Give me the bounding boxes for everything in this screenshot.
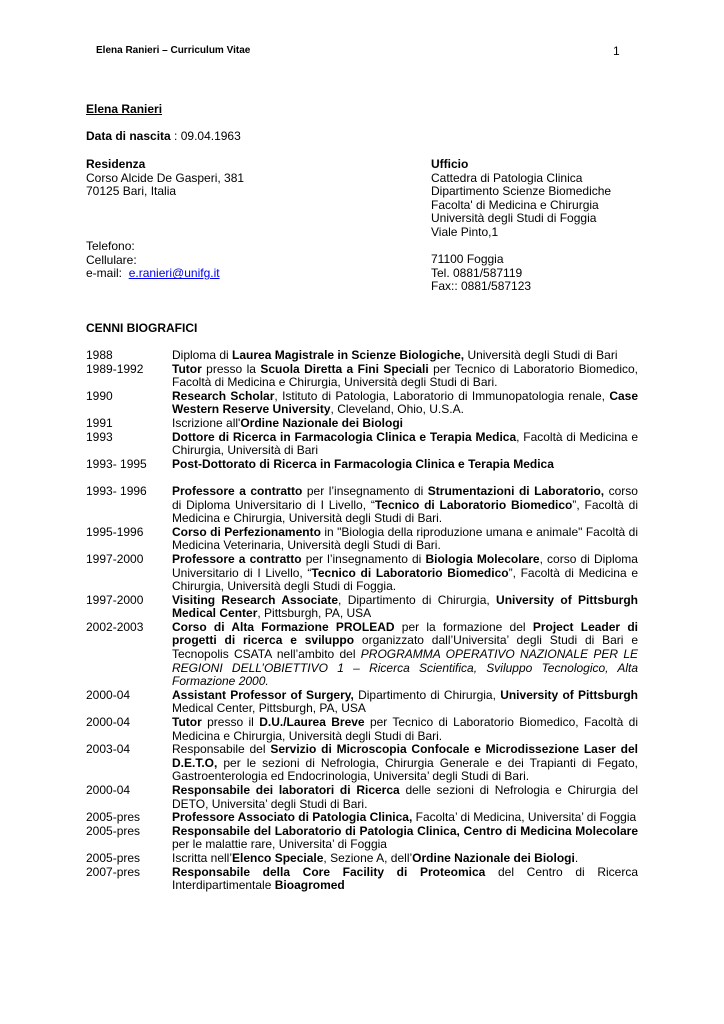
office-line: Tel. 0881/587119 <box>431 265 523 280</box>
residence-block <box>86 158 244 199</box>
plain-text: Università degli Studi di Bari <box>464 348 618 362</box>
contacts-block <box>86 240 220 281</box>
bold-text: Ordine Nazionale dei Biologi <box>412 850 575 865</box>
plain-text: per le malattie rare, Universita’ di Foggia <box>172 837 387 852</box>
event-year: 2000-04 <box>86 715 131 730</box>
event-year: 1991 <box>86 415 113 430</box>
event-year: 1997-2000 <box>86 592 144 607</box>
office-heading: Ufficio <box>431 157 469 171</box>
event-row <box>86 689 638 716</box>
plain-text: , Cleveland, Ohio, U.S.A. <box>330 402 464 417</box>
plain-text: in "Biologia della riproduzione umana e animale" Facoltà di Medicina Veterinaria, Università degli Studi di Bari. <box>172 524 638 553</box>
event-year: 2000-04 <box>86 783 131 797</box>
italic-text: PROGRAMMA OPERATIVO NAZIONALE PER LE REGIONI DELL’OBIETTIVO 1 – Ricerca Scientifica, Sviluppo Tecnologico, Alta Formazione 2000. <box>172 647 638 689</box>
event-row <box>86 852 638 866</box>
event-row <box>86 784 638 811</box>
office-line: Fax:: 0881/587123 <box>431 279 532 294</box>
plain-text: corso di Diploma Universitario di I Livello, “ <box>172 483 638 512</box>
plain-text: Iscrizione all' <box>172 415 241 430</box>
bold-text: Professore Associato di Patologia Clinica, <box>172 810 413 825</box>
email-label: e-mail: <box>86 266 123 281</box>
bold-text: Responsabile dei laboratori di Ricerca <box>172 783 400 797</box>
bold-text: Assistant Professor of Surgery, <box>172 687 354 702</box>
birth-date-line <box>86 130 241 144</box>
event-year: 1997-2000 <box>86 551 144 566</box>
residence-line: Corso Alcide De Gasperi, 381 <box>86 170 245 185</box>
event-year: 2000-04 <box>86 687 131 702</box>
bold-text: Scuola Diretta a Fini Speciali <box>260 361 429 376</box>
event-year: 1995-1996 <box>86 524 144 539</box>
event-row <box>86 363 638 390</box>
bold-text: Bioagromed <box>274 878 345 893</box>
event-year: 2005-pres <box>86 810 141 825</box>
bold-text: Tutor <box>172 361 202 376</box>
bold-text: Tecnico di Laboratorio Biomedico <box>311 565 509 580</box>
bold-text: Corso di Alta Formazione PROLEAD <box>172 619 395 634</box>
birth-date: 09.04.1963 <box>180 129 241 143</box>
event-text <box>172 458 638 472</box>
event-text <box>172 825 638 852</box>
plain-text: del Centro di Ricerca Interdipartimentale <box>172 864 638 893</box>
event-text <box>172 553 638 594</box>
event-text <box>172 594 638 621</box>
bold-text: Case Western Reserve University <box>172 388 638 417</box>
events-list <box>86 349 638 893</box>
header-title: Elena Ranieri – Curriculum Vitae <box>96 45 251 56</box>
plain-text: . <box>574 850 579 865</box>
event-text <box>172 866 638 893</box>
plain-text: per Tecnico di Laboratorio Biomedico, Facoltà di Medicina e Chirurgia, Università degli Studi di Bari. <box>172 361 638 390</box>
bold-text: Project Leader di progetti di ricerca e sviluppo <box>172 619 639 648</box>
office-line: Viale Pinto,1 <box>431 224 499 239</box>
event-year: 2007-pres <box>86 864 141 879</box>
birth-label: Data di nascita <box>86 129 171 143</box>
plain-text: per le sezioni di Nefrologia, Chirurgia Generale e dei Trapianti di Fegato, Gastroenterologia ed Endocrinologia, Universita’ degli Studi di Bari. <box>172 755 638 784</box>
event-row <box>86 621 638 689</box>
plain-text: , Facoltà di Medicina e Chirurgia, Università di Bari <box>172 429 638 458</box>
birth-sep: : <box>170 129 181 143</box>
plain-text: presso la <box>201 361 261 376</box>
plain-text: , Dipartimento di Chirurgia, <box>338 592 497 607</box>
event-row <box>86 417 638 431</box>
plain-text: , Pittsburgh, PA, USA <box>257 606 372 621</box>
event-text <box>172 349 638 363</box>
email-line <box>86 267 220 281</box>
event-text <box>172 784 638 811</box>
residence-line: 70125 Bari, Italia <box>86 184 177 199</box>
plain-text: per Tecnico di Laboratorio Biomedico, Facoltà di Medicina e Chirurgia, Università degli Studi di Bari. <box>172 715 638 743</box>
bold-text: Professore a contratto <box>172 483 303 498</box>
plain-text: ”, Facoltà di Medicina e Chirurgia, Università degli Studi di Foggia. <box>172 565 638 594</box>
event-text <box>172 417 638 431</box>
plain-text: per la formazione del <box>394 619 533 634</box>
office-line: 71100 Foggia <box>431 252 504 267</box>
plain-text: Responsabile del <box>172 742 271 757</box>
plain-text: Dipartimento di Chirurgia, <box>353 687 501 702</box>
bold-text: Corso di Perfezionamento <box>172 524 321 539</box>
plain-text: per l’insegnamento di <box>302 483 428 498</box>
bold-text: Biologia Molecolare <box>425 551 540 566</box>
event-row <box>86 458 638 472</box>
bold-text: Strumentazioni di Laboratorio, <box>427 483 605 498</box>
event-row <box>86 716 638 743</box>
event-year: 1993- 1996 <box>86 483 147 498</box>
plain-text: Facolta’ di Medicina, Universita’ di Foggia <box>412 810 637 825</box>
event-row <box>86 526 638 553</box>
event-year: 2002-2003 <box>86 619 144 634</box>
residence-heading: Residenza <box>86 157 146 171</box>
bold-text: Dottore di Ricerca in Farmacologia Clinica e Terapia Medica <box>172 429 517 444</box>
bold-text: Ordine Nazionale dei Biologi <box>240 415 404 430</box>
phone-label: Telefono: <box>86 239 135 253</box>
event-row <box>86 825 638 852</box>
mobile-label: Cellulare: <box>86 252 137 267</box>
office-line: Dipartimento Scienze Biomediche <box>431 184 612 199</box>
bold-text: Visiting Research Associate <box>172 592 339 607</box>
bold-text: University of Pittsburgh <box>500 687 638 702</box>
plain-text: organizzato dall’Universita’ degli Studi di Bari e Tecnopolis CSATA nell’ambito del <box>172 633 638 662</box>
event-text <box>172 811 638 825</box>
event-text <box>172 621 638 689</box>
event-year: 2005-pres <box>86 823 141 838</box>
bold-text: Responsabile del Laboratorio di Patologia Clinica, Centro di Medicina Molecolare <box>172 823 638 838</box>
event-row <box>86 431 638 458</box>
office-line <box>431 240 611 254</box>
bold-text: Laurea Magistrale in Scienze Biologiche, <box>232 348 465 362</box>
bold-text: Professore a contratto <box>172 551 302 566</box>
event-text <box>172 852 638 866</box>
office-line: Università degli Studi di Foggia <box>431 211 597 226</box>
email-link[interactable]: e.ranieri@unifg.it <box>128 266 220 281</box>
bold-text: Research Scholar <box>172 388 275 403</box>
person-name: Elena Ranieri <box>86 102 163 116</box>
event-year: 2005-pres <box>86 850 141 865</box>
plain-text: , Istituto di Patologia, Laboratorio di Immunopatologia renale, <box>274 388 610 403</box>
bold-text: Elenco Speciale <box>232 850 324 865</box>
section-title: CENNI BIOGRAFICI <box>86 321 198 335</box>
plain-text: Iscritta nell’ <box>172 850 233 865</box>
office-line: Facolta' di Medicina e Chirurgia <box>431 197 599 212</box>
plain-text: , Sezione A, dell’ <box>323 850 413 865</box>
event-row <box>86 866 638 893</box>
event-row <box>86 811 638 825</box>
event-text <box>172 743 638 784</box>
event-text <box>172 363 638 390</box>
event-row <box>86 553 638 594</box>
bold-text: Post-Dottorato di Ricerca in Farmacologia Clinica e Terapia Medica <box>172 456 554 471</box>
event-year: 1993 <box>86 429 113 444</box>
plain-text: delle sezioni di Nefrologia e Chirurgia del DETO, Universita’ degli Studi di Bari. <box>172 783 638 811</box>
bold-text: University of Pittsburgh Medical Center <box>172 592 639 621</box>
event-year: 1990 <box>86 388 113 403</box>
plain-text: Medical Center, Pittsburgh, PA, USA <box>172 701 366 716</box>
event-row <box>86 594 638 621</box>
event-text <box>172 526 638 553</box>
office-block <box>431 158 611 294</box>
plain-text: , corso di Diploma Universitario di I Livello, “ <box>172 551 638 580</box>
event-row <box>86 485 638 526</box>
event-year: 1988 <box>86 348 113 362</box>
event-year: 1993- 1995 <box>86 456 147 471</box>
plain-text: ”, Facoltà di Medicina e Chirurgia, Università degli Studi di Bari. <box>172 497 638 526</box>
event-text <box>172 485 638 526</box>
event-text <box>172 390 638 417</box>
row-spacer <box>86 471 638 485</box>
bold-text: D.U./Laurea Breve <box>259 715 365 730</box>
event-text <box>172 431 638 458</box>
event-text <box>172 716 638 743</box>
event-year: 2003-04 <box>86 742 131 757</box>
event-year: 1989-1992 <box>86 361 144 376</box>
plain-text: Diploma di <box>172 348 233 362</box>
bold-text: Tecnico di Laboratorio Biomedico <box>374 497 573 512</box>
event-row <box>86 390 638 417</box>
page-number: 1 <box>613 44 620 58</box>
plain-text: presso il <box>201 715 260 730</box>
event-row <box>86 743 638 784</box>
bold-text: Responsabile della Core Facility di Proteomica <box>172 864 486 879</box>
bold-text: Tutor <box>172 715 202 730</box>
event-text <box>172 689 638 716</box>
plain-text: per l’insegnamento di <box>301 551 426 566</box>
event-row <box>86 349 638 363</box>
bold-text: Servizio di Microscopia Confocale e Microdissezione Laser del D.E.T.O, <box>172 742 638 770</box>
office-line: Cattedra di Patologia Clinica <box>431 170 583 185</box>
